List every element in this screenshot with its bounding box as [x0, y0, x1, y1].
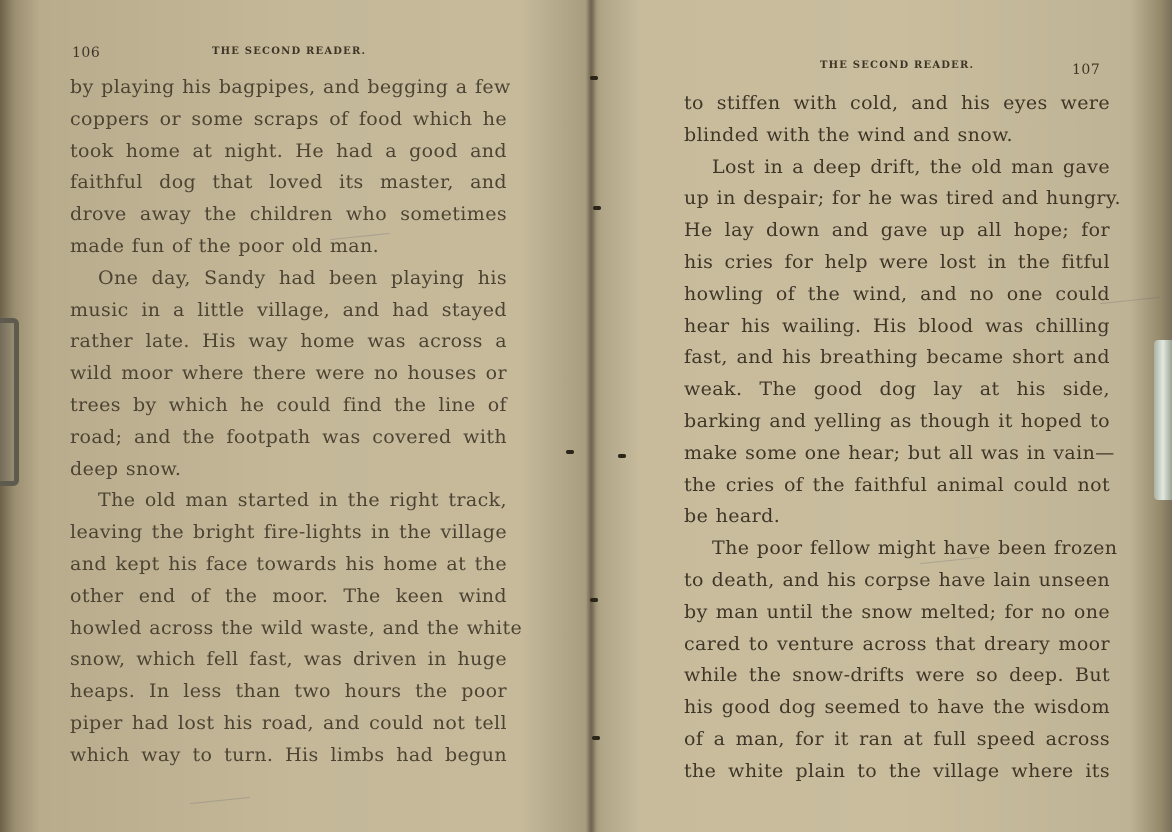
text-line: hear his wailing. His blood was chilling — [684, 314, 1110, 337]
text-line: Lost in a deep drift, the old man gave — [712, 155, 1110, 178]
text-line: heaps. In less than two hours the poor — [70, 680, 507, 703]
text-line: rather late. His way home was across a — [70, 330, 507, 353]
text-line: other end of the moor. The keen wind — [70, 584, 507, 607]
text-line: The old man started in the right track, — [98, 489, 507, 512]
text-line: up in despair; for he was tired and hungry. — [684, 187, 1121, 210]
text-line: The poor fellow might have been frozen — [712, 537, 1118, 560]
text-line: the white plain to the village where its — [684, 759, 1110, 782]
text-line: faithful dog that loved its master, and — [70, 171, 507, 194]
text-line: while the snow-drifts were so deep. But — [684, 664, 1110, 687]
text-line: weak. The good dog lay at his side, — [684, 378, 1110, 401]
text-line: drove away the children who sometimes — [70, 203, 507, 226]
text-line: his good dog seemed to have the wisdom — [684, 696, 1110, 719]
text-line: made fun of the poor old man. — [70, 234, 380, 257]
text-line: be heard. — [684, 505, 781, 528]
text-line: music in a little village, and had stayed — [70, 298, 507, 321]
text-line: make some one hear; but all was in vain— — [684, 441, 1115, 464]
text-line: which way to turn. His limbs had begun — [70, 743, 507, 766]
text-line: cared to venture across that dreary moor — [684, 632, 1110, 655]
text-line: and kept his face towards his home at the — [70, 552, 507, 575]
right-page-number: 107 — [1072, 62, 1101, 78]
text-line: wild moor where there were no houses or — [70, 362, 507, 385]
text-line: snow, which fell fast, was driven in huge — [70, 648, 507, 671]
text-line: of a man, for it ran at full speed across — [684, 727, 1110, 750]
text-line: to stiffen with cold, and his eyes were — [684, 92, 1110, 114]
text-line: barking and yelling as though it hoped to — [684, 409, 1110, 432]
text-line: howling of the wind, and no one could — [684, 282, 1110, 305]
text-line: piper had lost his road, and could not tell — [70, 711, 507, 734]
right-running-head: THE SECOND READER. — [820, 60, 975, 71]
text-line: deep snow. — [70, 457, 182, 480]
text-line: leaving the bright fire-lights in the village — [70, 521, 507, 544]
text-line: to death, and his corpse have lain unseen — [684, 568, 1110, 591]
left-page-text — [70, 72, 523, 772]
text-line: took home at night. He had a good and — [70, 139, 507, 162]
text-line: blinded with the wind and snow. — [684, 123, 1013, 146]
right-page-text — [684, 88, 1121, 788]
text-line: road; and the footpath was covered with — [70, 425, 507, 448]
text-line: by playing his bagpipes, and begging a few — [70, 76, 511, 98]
text-line: fast, and his breathing became short and — [684, 346, 1110, 369]
text-line: coppers or some scraps of food which he — [70, 107, 507, 130]
left-page-number: 106 — [72, 45, 101, 61]
text-line: trees by which he could find the line of — [70, 393, 507, 416]
right-page — [596, 0, 1172, 832]
text-line: One day, Sandy had been playing his — [98, 266, 507, 289]
left-running-head: THE SECOND READER. — [212, 46, 367, 57]
text-line: howled across the wild waste, and the white — [70, 616, 523, 639]
text-line: He lay down and gave up all hope; for — [684, 219, 1110, 242]
text-line: his cries for help were lost in the fitful — [684, 250, 1110, 273]
text-line: by man until the snow melted; for no one — [684, 600, 1110, 623]
text-line: the cries of the faithful animal could not — [684, 473, 1110, 496]
book-spine-gutter — [586, 0, 596, 832]
